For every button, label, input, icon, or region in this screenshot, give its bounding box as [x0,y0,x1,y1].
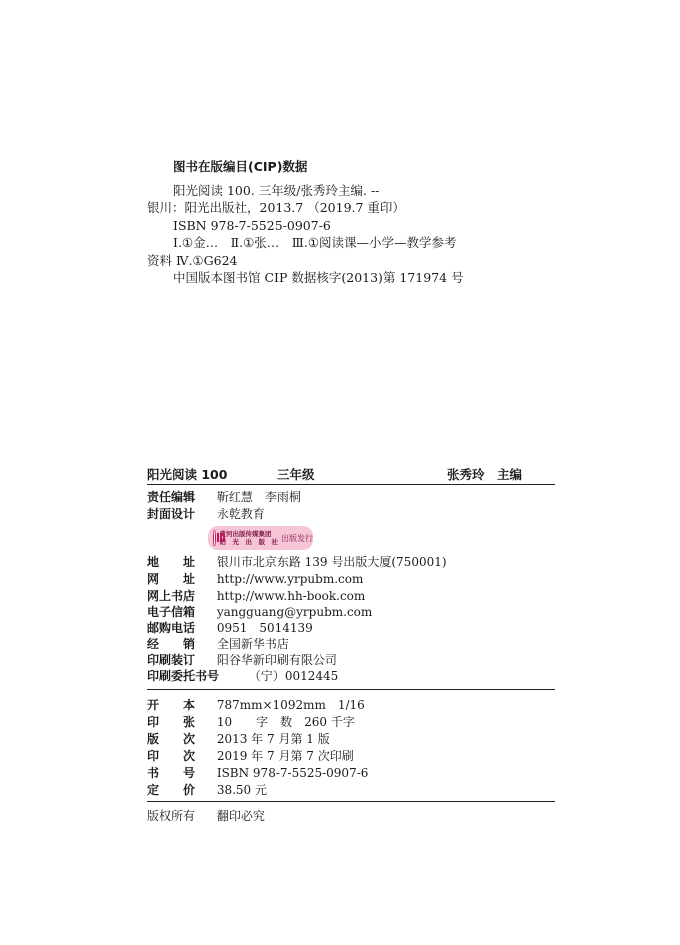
row-value: 靳红慧 李雨桐 [216,490,301,504]
spec-row [147,782,267,798]
publisher-name: 阳 光 出 版 社 [219,538,278,546]
row-label: 印刷装订 [147,653,196,667]
divider [147,689,555,690]
contact-row [147,554,447,570]
cip-line: 银川：阳光出版社，2013.7 （2019.7 重印） [147,200,405,215]
row-label: 电子信箱 [147,605,196,619]
spec-row [147,748,354,764]
row-value: 永乾教育 [216,507,265,521]
spec-row [147,731,330,747]
publisher-logo [208,526,313,550]
publisher-group-name: 黄河出版传媒集团 [219,530,272,538]
row-value: （宁）0012445 [248,669,339,683]
book-grade: 三年级 [277,467,315,482]
row-value: http://www.yrpubm.com [216,572,364,586]
copyright-left: 版权所有 [147,809,196,823]
row-label: 网上书店 [147,589,196,603]
row-label: 印刷委托书号 [147,669,220,683]
row-value: 10 字 数 260 千字 [216,715,355,729]
cip-line: ISBN 978-7-5525-0907-6 [173,217,331,233]
row-label: 地 址 [147,555,196,569]
row-label: 责任编辑 [147,490,196,504]
cip-title: 图书在版编目(CIP)数据 [173,159,308,174]
row-label: 定 价 [147,783,196,797]
row-value: http://www.hh-book.com [216,589,366,603]
row-value: 银川市北京东路 139 号出版大厦(750001) [216,555,447,569]
row-label: 封面设计 [147,507,196,521]
contact-row [147,668,338,684]
cip-line: 中国版本图书馆 CIP 数据核字(2013)第 171974 号 [173,270,464,285]
cip-line: 阳光阅读 100. 三年级/张秀玲主编. -- [173,182,380,198]
row-label: 经 销 [147,637,196,651]
book-editor: 张秀玲 主编 [447,467,523,482]
cip-line: 资料 Ⅳ.①G624 [147,252,238,268]
spec-row [147,697,365,713]
publisher-role: 出版发行 [281,533,313,543]
row-value: 0951 5014139 [216,621,313,635]
row-label: 版 次 [147,732,196,746]
row-label: 邮购电话 [147,621,196,635]
row-label: 开 本 [147,698,196,712]
contact-row [147,604,372,620]
spec-row [147,714,355,730]
spec-row [147,765,368,781]
divider [147,484,555,485]
contact-row [147,636,289,652]
row-value: 2013 年 7 月第 1 版 [216,732,330,746]
book-title: 阳光阅读 100 [147,467,228,482]
row-label: 书 号 [147,766,196,780]
contact-row [147,571,363,587]
row-value: yangguang@yrpubm.com [216,605,373,619]
contact-row [147,588,365,604]
row-value: ISBN 978-7-5525-0907-6 [216,766,369,780]
row-value: 全国新华书店 [216,637,289,651]
contact-row [147,652,337,668]
copyright-right: 翻印必究 [216,809,265,823]
cip-line: Ⅰ.①金… Ⅱ.①张… Ⅲ.①阅读课—小学—教学参考 [173,235,457,250]
staff-row [147,489,301,505]
row-label: 印 张 [147,715,196,729]
row-value: 38.50 元 [216,783,267,797]
publisher-emblem-icon [213,530,216,546]
copyright-notice [147,808,265,824]
row-label: 网 址 [147,572,196,586]
cip-block [147,158,547,287]
contact-row [147,620,313,636]
divider [147,801,555,802]
row-value: 阳谷华新印刷有限公司 [216,653,337,667]
row-label: 印 次 [147,749,196,763]
staff-row [147,506,265,522]
row-value: 787mm×1092mm 1/16 [216,698,365,712]
row-value: 2019 年 7 月第 7 次印刷 [216,749,354,763]
